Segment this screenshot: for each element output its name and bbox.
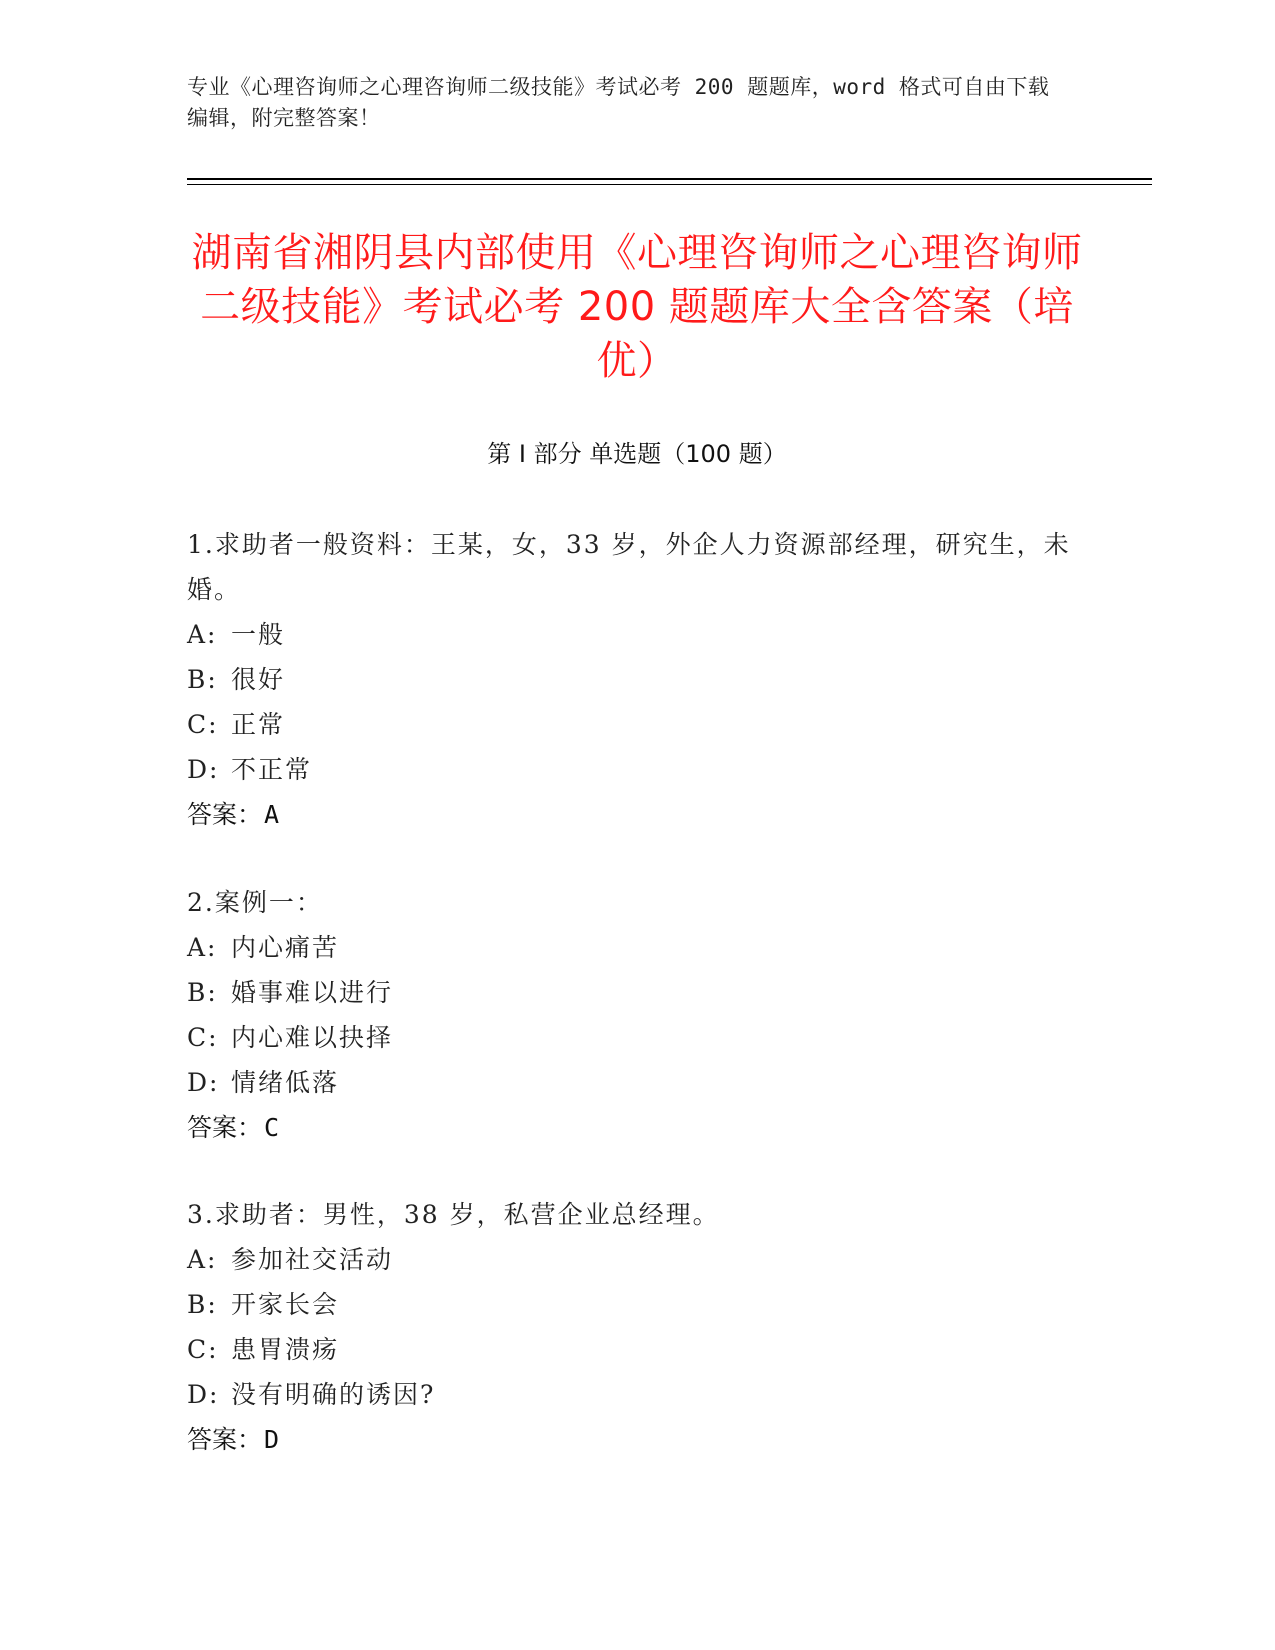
option-text: 内心痛苦 — [231, 933, 340, 962]
answer-label: 答案： — [187, 1113, 263, 1142]
option-text: 内心难以抉择 — [231, 1023, 394, 1052]
question-stem: 3.求助者：男性，38 岁，私营企业总经理。 — [187, 1200, 720, 1229]
option-c — [187, 1015, 1087, 1060]
option-a — [187, 612, 1087, 657]
option-key: D: — [187, 1380, 220, 1409]
answer-line — [187, 792, 1087, 837]
option-text: 情绪低落 — [231, 1068, 340, 1097]
option-key: D: — [187, 755, 220, 784]
option-d — [187, 747, 1087, 792]
option-key: D: — [187, 1068, 220, 1097]
option-a — [187, 1237, 1087, 1282]
option-text: 婚事难以进行 — [231, 978, 394, 1007]
answer-label: 答案： — [187, 800, 263, 829]
answer-label: 答案： — [187, 1425, 263, 1454]
option-text: 参加社交活动 — [231, 1245, 394, 1274]
option-key: C: — [187, 1023, 219, 1052]
option-text: 没有明确的诱因? — [231, 1380, 436, 1409]
answer-value: A — [264, 800, 280, 829]
section-title: 第 I 部分 单选题（100 题） — [487, 440, 787, 468]
option-text: 不正常 — [231, 755, 313, 784]
option-b — [187, 1282, 1087, 1327]
option-key: B: — [187, 1290, 218, 1319]
question-item — [187, 1192, 1087, 1462]
option-text: 患胃溃疡 — [231, 1335, 340, 1364]
option-b — [187, 970, 1087, 1015]
option-key: B: — [187, 978, 218, 1007]
document-title: 湖南省湘阴县内部使用《心理咨询师之心理咨询师二级技能》考试必考 200 题题库大全含答案（培优） — [191, 230, 1083, 384]
question-stem: 1.求助者一般资料：王某，女，33 岁，外企人力资源部经理，研究生，未婚。 — [187, 530, 1071, 604]
option-b — [187, 657, 1087, 702]
option-key: A: — [187, 933, 218, 962]
option-key: C: — [187, 1335, 219, 1364]
intro-text: 专业《心理咨询师之心理咨询师二级技能》考试必考 200 题题库，word 格式可自由下载编辑，附完整答案！ — [187, 75, 1050, 130]
option-key: A: — [187, 620, 218, 649]
header-rule-thick — [187, 178, 1152, 180]
option-key: C: — [187, 710, 219, 739]
option-d — [187, 1060, 1087, 1105]
answer-line — [187, 1417, 1087, 1462]
option-d — [187, 1372, 1087, 1417]
option-a — [187, 925, 1087, 970]
question-item — [187, 522, 1087, 837]
option-c — [187, 1327, 1087, 1372]
option-text: 一般 — [231, 620, 286, 649]
question-stem: 2.案例一： — [187, 888, 323, 917]
answer-value: C — [264, 1113, 280, 1142]
option-c — [187, 702, 1087, 747]
option-text: 开家长会 — [231, 1290, 340, 1319]
option-key: A: — [187, 1245, 218, 1274]
option-key: B: — [187, 665, 218, 694]
option-text: 很好 — [231, 665, 286, 694]
answer-line — [187, 1105, 1087, 1150]
option-text: 正常 — [231, 710, 286, 739]
header-rule-thin — [187, 184, 1152, 185]
answer-value: D — [264, 1425, 280, 1454]
question-item — [187, 880, 1087, 1150]
